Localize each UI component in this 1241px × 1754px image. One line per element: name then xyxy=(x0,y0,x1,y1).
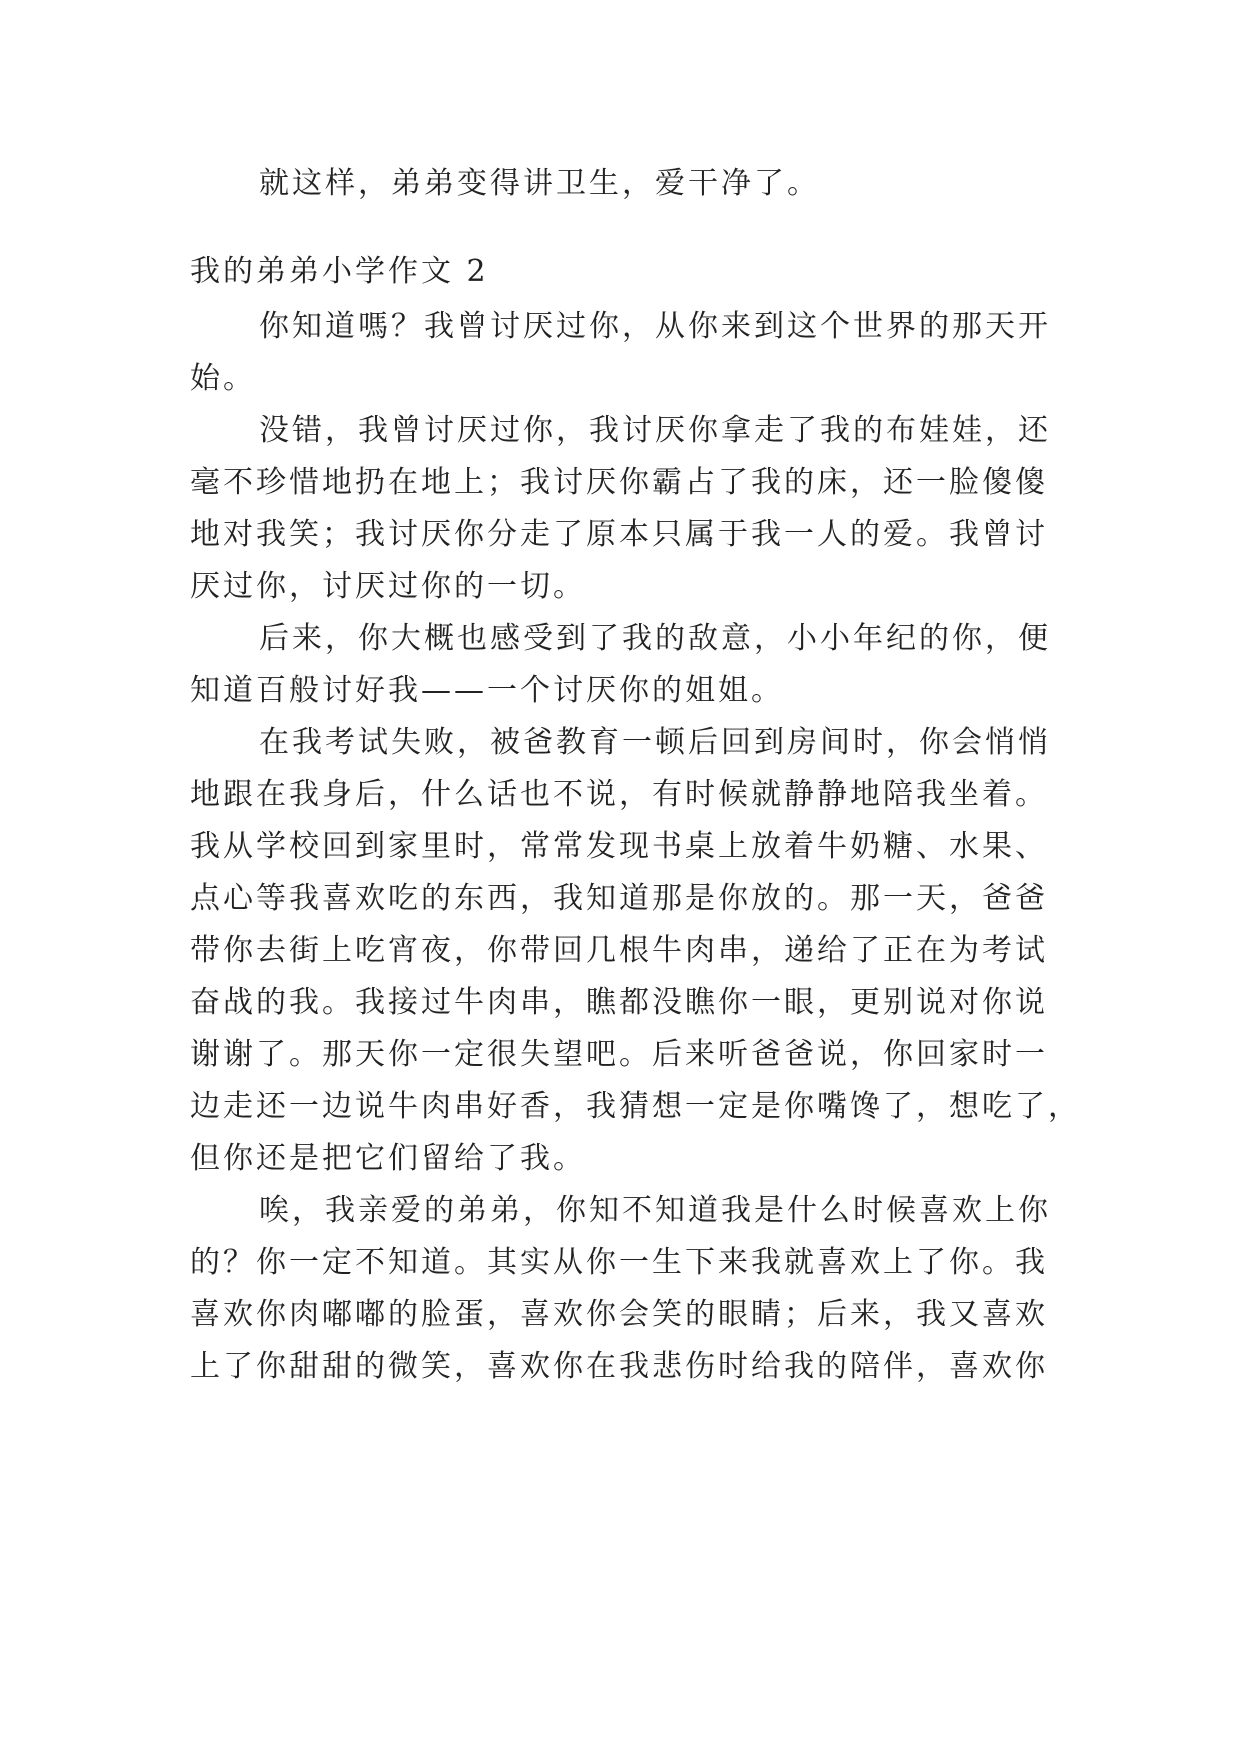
text-line: 毫不珍惜地扔在地上；我讨厌你霸占了我的床，还一脸傻傻 xyxy=(190,465,1048,500)
text-line: 边走还一边说牛肉串好香，我猜想一定是你嘴馋了，想吃了， xyxy=(190,1089,1081,1124)
text-line: 喜欢你肉嘟嘟的脸蛋，喜欢你会笑的眼睛；后来，我又喜欢 xyxy=(190,1297,1048,1332)
essay-title: 我的弟弟小学作文 2 xyxy=(190,254,489,289)
text-line: 地跟在我身后，什么话也不说，有时候就静静地陪我坐着。 xyxy=(190,777,1048,812)
text-line: 没错，我曾讨厌过你，我讨厌你拿走了我的布娃娃，还 xyxy=(259,413,1051,448)
text-line: 但你还是把它们留给了我。 xyxy=(190,1141,586,1176)
text-line: 你知道嗎？我曾讨厌过你，从你来到这个世界的那天开 xyxy=(259,309,1051,344)
text-line: 带你去街上吃宵夜，你带回几根牛肉串，递给了正在为考试 xyxy=(190,933,1048,968)
intro-line: 就这样，弟弟变得讲卫生，爱干净了。 xyxy=(259,166,820,201)
text-line: 唉，我亲爱的弟弟，你知不知道我是什么时候喜欢上你 xyxy=(259,1193,1051,1228)
text-line: 始。 xyxy=(190,361,256,396)
text-line: 上了你甜甜的微笑，喜欢你在我悲伤时给我的陪伴，喜欢你 xyxy=(190,1349,1048,1384)
text-line: 地对我笑；我讨厌你分走了原本只属于我一人的爱。我曾讨 xyxy=(190,517,1048,552)
text-line: 厌过你，讨厌过你的一切。 xyxy=(190,569,586,604)
text-line: 我从学校回到家里时，常常发现书桌上放着牛奶糖、水果、 xyxy=(190,829,1048,864)
text-line: 的？你一定不知道。其实从你一生下来我就喜欢上了你。我 xyxy=(190,1245,1048,1280)
text-line: 奋战的我。我接过牛肉串，瞧都没瞧你一眼，更别说对你说 xyxy=(190,985,1048,1020)
text-line: 在我考试失败，被爸教育一顿后回到房间时，你会悄悄 xyxy=(259,725,1051,760)
text-line: 点心等我喜欢吃的东西，我知道那是你放的。那一天，爸爸 xyxy=(190,881,1048,916)
text-line: 后来，你大概也感受到了我的敌意，小小年纪的你，便 xyxy=(259,621,1051,656)
text-line: 谢谢了。那天你一定很失望吧。后来听爸爸说，你回家时一 xyxy=(190,1037,1048,1072)
text-line: 知道百般讨好我——一个讨厌你的姐姐。 xyxy=(190,673,784,708)
